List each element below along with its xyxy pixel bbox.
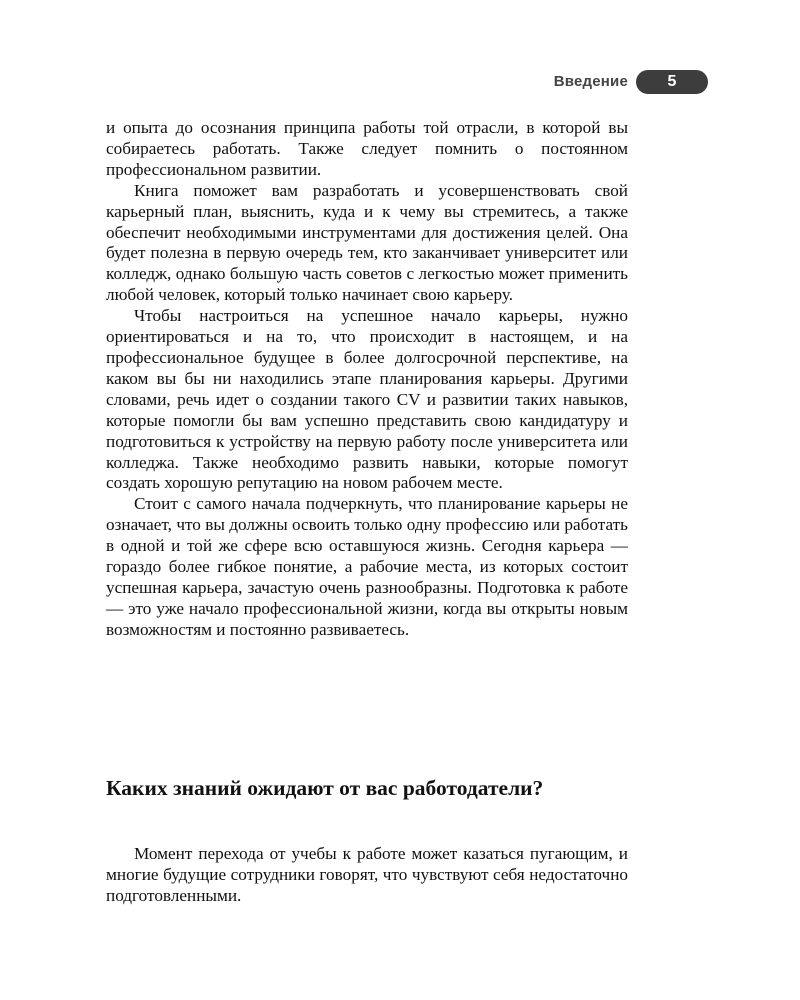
paragraph-5: Момент перехода от учебы к работе может казаться пугающим, и многие будущие сотрудники говорят, что чувствуют себя недостаточно подготовленными.: [106, 844, 628, 905]
body-text: [106, 118, 628, 641]
section-heading: Каких знаний ожидают от вас работодатели?: [106, 776, 544, 800]
paragraph-3: Чтобы настроиться на успешное начало карьеры, нужно ориентироваться и на то, что происходит в настоящем, и на профессиональное будущее в более долгосрочной перспективе, на каком вы бы ни находились этапе планирования карьеры. Другими словами, речь идет о создании такого CV и развитии таких навыков, которые помогли бы вам успешно представить свою кандидатуру и подготовиться к устройству на первую работу после университета или колледжа. Также необходимо развить навыки, которые помогут создать хорошую репутацию на новом рабочем месте.: [106, 306, 628, 493]
page-number-badge: 5: [636, 70, 708, 94]
paragraph-4: Стоит с самого начала подчеркнуть, что планирование карьеры не означает, что вы должны освоить только одну профессию или работать в одной и той же сфере всю оставшуюся жизнь. Сегодня карьера — гораздо более гибкое понятие, а рабочие места, из которых состоит успешная карьера, зачастую очень разнообразны. Подготовка к работе — это уже начало профессиональной жизни, когда вы открыты новым возможностям и постоянно развиваетесь.: [106, 494, 628, 639]
paragraph-1: и опыта до осознания принципа работы той отрасли, в которой вы собираетесь работать. Также следует помнить о постоянном профессиональном развитии.: [106, 118, 628, 179]
running-header: [0, 70, 800, 96]
section-name: Введение: [553, 73, 628, 90]
paragraph-2: Книга поможет вам разработать и усовершенствовать свой карьерный план, выяснить, куда и к чему вы стремитесь, а также обеспечит необходимыми инструментами для достижения целей. Она будет полезна в первую очередь тем, кто заканчивает университет или колледж, однако большую часть советов с легкостью может применить любой человек, который только начинает свою карьеру.: [106, 180, 628, 305]
body-text-after-heading: [106, 844, 628, 907]
